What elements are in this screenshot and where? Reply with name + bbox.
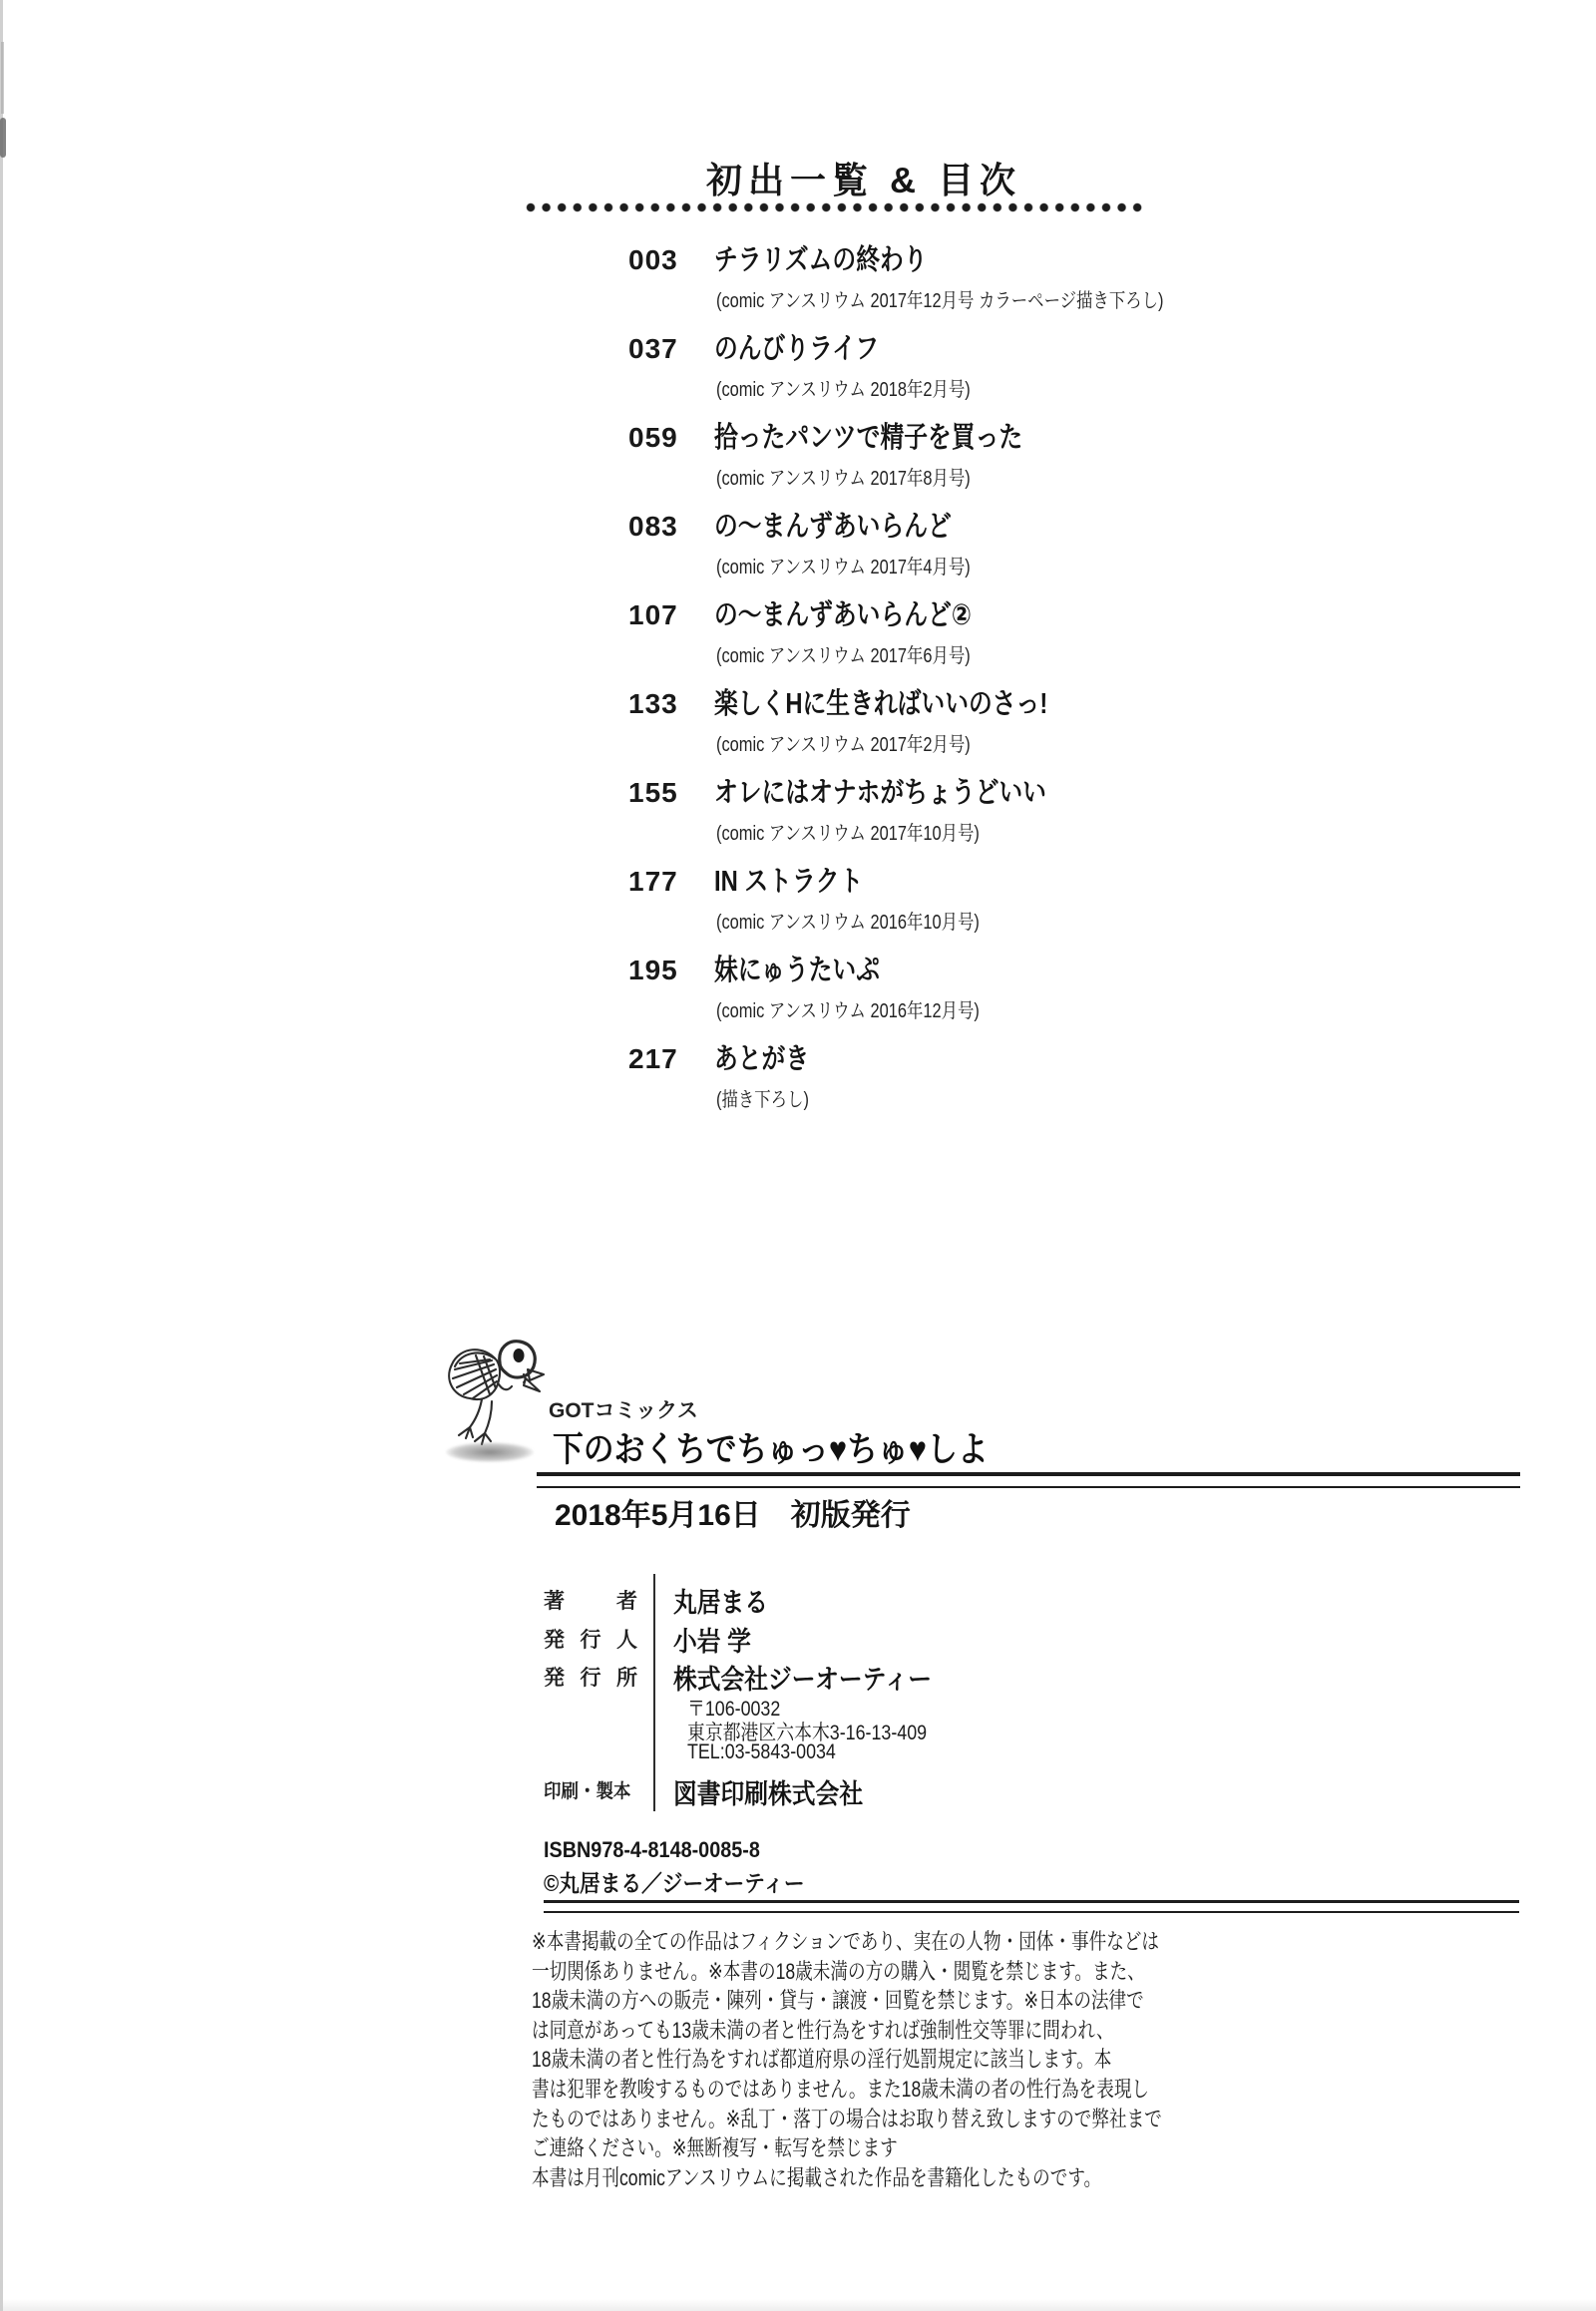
toc-chapter-source: (comic アンスリウム 2017年10月号)	[716, 823, 980, 845]
toc-page-number: 195	[628, 955, 678, 985]
toc-page-number: 003	[628, 244, 678, 275]
publisher-address-line: 東京都港区六本木3-16-13-409	[687, 1722, 928, 1744]
credit-value: 小岩 学	[673, 1627, 751, 1657]
toc-chapter-title: オレにはオナホがちょうどいい	[714, 777, 1046, 809]
toc-chapter-title: のんびりライフ	[714, 333, 880, 365]
credits-divider-line	[653, 1574, 655, 1811]
toc-entry	[628, 948, 1347, 1023]
legal-note-line: 18歳未満の方への販売・陳列・貸与・譲渡・回覧を禁じます。※日本の法律で	[532, 1988, 1144, 2014]
toc-chapter-source: (comic アンスリウム 2017年6月号)	[716, 645, 971, 667]
toc-chapter-source: (comic アンスリウム 2017年4月号)	[716, 557, 971, 578]
toc-chapter-title: の〜まんずあいらんど	[714, 511, 952, 543]
dotted-divider	[526, 202, 1148, 212]
credit-label: 発 行 人	[544, 1629, 637, 1652]
toc-entry	[628, 326, 1347, 402]
credit-label: 発 行 所	[544, 1667, 637, 1690]
toc-page-number: 083	[628, 511, 678, 542]
toc-entry	[628, 415, 1347, 491]
publisher-address-line: TEL:03-5843-0034	[687, 1740, 836, 1763]
toc-page-number: 177	[628, 866, 678, 897]
toc-chapter-title: チラリズムの終わり	[714, 244, 928, 276]
toc-chapter-title: IN ストラクト	[714, 866, 864, 898]
toc-entry	[628, 770, 1347, 846]
legal-note-line: たものではありません。※乱丁・落丁の場合はお取り替え致しますので弊社まで	[532, 2106, 1162, 2131]
imprint-label: GOTコミックス	[549, 1399, 698, 1422]
credit-value: 図書印刷株式会社	[673, 1779, 864, 1809]
toc-page-number: 155	[628, 777, 678, 808]
toc-entry	[628, 681, 1347, 757]
page-left-edge-shadow	[0, 0, 3, 2311]
title-divider-rule	[537, 1472, 1520, 1488]
credit-value: 株式会社ジーオーティー	[673, 1665, 932, 1695]
credit-label: 印刷・製本	[544, 1781, 631, 1802]
legal-notes	[532, 1927, 1330, 2192]
toc-entry	[628, 237, 1347, 313]
copyright: ©丸居まる／ジーオーティー	[544, 1870, 805, 1896]
toc-page-number: 217	[628, 1043, 678, 1074]
legal-note-line: ※本書掲載の全ての作品はフィクションであり、実在の人物・団体・事件などは	[532, 1929, 1159, 1954]
issue-date: 2018年5月16日 初版発行	[555, 1499, 911, 1532]
scan-smudge-mark	[1, 42, 4, 114]
toc-entry	[628, 859, 1347, 935]
page-bottom-edge-shadow	[0, 2299, 1596, 2311]
toc-chapter-source: (comic アンスリウム 2017年2月号)	[716, 734, 971, 756]
bird-shadow	[446, 1442, 534, 1462]
toc-chapter-source: (comic アンスリウム 2016年10月号)	[716, 912, 980, 934]
credit-value: 丸居まる	[673, 1588, 769, 1618]
legal-note-line: 本書は月刊comicアンスリウムに掲載された作品を書籍化したものです。	[532, 2164, 1102, 2190]
toc-chapter-source: (描き下ろし)	[716, 1089, 809, 1111]
toc-chapter-title: 拾ったパンツで精子を買った	[714, 422, 1023, 454]
toc-entry	[628, 504, 1347, 579]
toc-chapter-source: (comic アンスリウム 2016年12月号)	[716, 1000, 980, 1022]
legal-note-line: ご連絡ください。※無断複写・転写を禁じます	[532, 2135, 898, 2161]
toc-chapter-source: (comic アンスリウム 2018年2月号)	[716, 379, 971, 401]
toc-page-number: 133	[628, 688, 678, 719]
legal-note-line: 18歳未満の者と性行為をすれば都道府県の淫行処罰規定に該当します。本	[532, 2047, 1112, 2073]
toc-list	[628, 237, 1347, 1115]
toc-chapter-title: 楽しくHに生きればいいのさっ!	[714, 688, 1048, 720]
legal-note-line: 一切関係ありません。※本書の18歳未満の方の購入・閲覧を禁じます。また、	[532, 1958, 1145, 1984]
toc-chapter-source: (comic アンスリウム 2017年8月号)	[716, 468, 971, 490]
toc-page-number: 107	[628, 599, 678, 630]
legal-note-line: 書は犯罪を教唆するものではありません。また18歳未満の者の性行為を表現し	[532, 2076, 1150, 2102]
toc-chapter-source: (comic アンスリウム 2017年12月号 カラーページ描き下ろし)	[716, 290, 1164, 312]
toc-chapter-title: 妹にゅうたいぷ	[714, 955, 880, 986]
bird-doodle-icon	[440, 1337, 546, 1446]
toc-entry	[628, 1036, 1347, 1112]
toc-page-number: 059	[628, 422, 678, 453]
toc-heading: 初出一覧 & 目次	[706, 160, 1022, 200]
credit-label: 著 者	[544, 1590, 637, 1613]
bird-doodle-illustration	[440, 1337, 546, 1446]
scan-smudge-mark	[0, 118, 6, 158]
toc-page-number: 037	[628, 333, 678, 364]
toc-chapter-title: の〜まんずあいらんど②	[714, 599, 972, 631]
toc-chapter-title: あとがき	[714, 1043, 810, 1075]
isbn: ISBN978-4-8148-0085-8	[544, 1837, 760, 1862]
toc-entry	[628, 592, 1347, 668]
book-title: 下のおくちでちゅっ♥ちゅ♥しよ	[553, 1430, 989, 1469]
publisher-address-line: 〒106-0032	[687, 1698, 781, 1721]
legal-note-line: は同意があっても13歳未満の者と性行為をすれば強制性交等罪に問われ、	[532, 2017, 1114, 2043]
notes-divider-rule	[544, 1900, 1519, 1913]
